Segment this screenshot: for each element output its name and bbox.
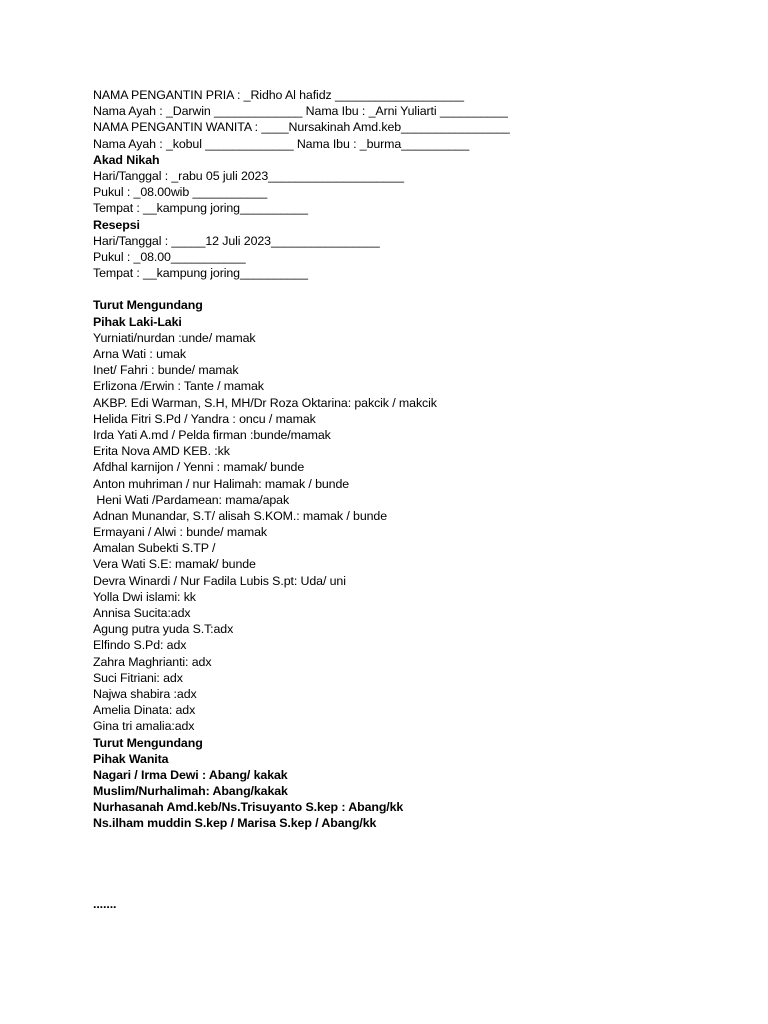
trailing-ellipsis: ....... [93, 897, 117, 912]
invite-groom-heading: Turut Mengundang [93, 298, 203, 313]
list-item: Vera Wati S.E: mamak/ bunde [93, 557, 256, 572]
akad-date-line: Hari/Tanggal : _rabu 05 juli 2023____________________ [93, 168, 404, 183]
list-item: Adnan Munandar, S.T/ alisah S.KOM.: mamak / bunde [93, 508, 388, 523]
list-item: Nagari / Irma Dewi : Abang/ kakak [93, 767, 288, 782]
bride-name-line: NAMA PENGANTIN WANITA : ____Nursakinah Amd.keb________________ [93, 120, 510, 135]
invite-bride-subheading: Pihak Wanita [93, 751, 169, 766]
list-item: Ns.ilham muddin S.kep / Marisa S.kep / Abang/kk [93, 816, 377, 831]
resepsi-date-line: Hari/Tanggal : _____12 Juli 2023________________ [93, 233, 380, 248]
bride-parents-line: Nama Ayah : _kobul _____________ Nama Ibu : _burma__________ [93, 136, 470, 151]
list-item: Devra Winardi / Nur Fadila Lubis S.pt: Uda/ uni [93, 573, 346, 588]
resepsi-place-line: Tempat : __kampung joring__________ [93, 266, 308, 281]
list-item: Ermayani / Alwi : bunde/ mamak [93, 525, 267, 540]
akad-heading: Akad Nikah [93, 152, 160, 167]
list-item: Yolla Dwi islami: kk [93, 589, 196, 604]
list-item: Amelia Dinata: adx [93, 703, 196, 718]
list-item: Annisa Sucita:adx [93, 606, 191, 620]
list-item: Zahra Maghrianti: adx [93, 654, 212, 669]
invite-bride-list [93, 767, 733, 832]
akad-time-line: Pukul : _08.00wib ___________ [93, 185, 268, 200]
akad-place-line: Tempat : __kampung joring__________ [93, 201, 308, 216]
list-item: Muslim/Nurhalimah: Abang/kakak [93, 784, 288, 799]
list-item: Suci Fitriani: adx [93, 670, 183, 685]
list-item: Agung putra yuda S.T:adx [93, 622, 234, 637]
blank-line [93, 281, 733, 297]
groom-name-line: NAMA PENGANTIN PRIA : _Ridho Al hafidz ___________________ [93, 88, 464, 102]
list-item: Irda Yati A.md / Pelda firman :bunde/mamak [93, 427, 331, 442]
list-item: Najwa shabira :adx [93, 686, 197, 701]
list-item: Gina tri amalia:adx [93, 719, 195, 734]
resepsi-heading: Resepsi [93, 217, 140, 232]
list-item: Nurhasanah Amd.keb/Ns.Trisuyanto S.kep : Abang/kk [93, 800, 404, 815]
list-item: Yurniati/nurdan :unde/ mamak [93, 330, 256, 345]
groom-parents-line: Nama Ayah : _Darwin _____________ Nama Ibu : _Arni Yuliarti __________ [93, 104, 508, 119]
list-item: Elfindo S.Pd: adx [93, 638, 187, 653]
invite-groom-subheading: Pihak Laki-Laki [93, 314, 182, 329]
list-item: Arna Wati : umak [93, 347, 186, 361]
list-item: Heni Wati /Pardamean: mama/apak [93, 492, 290, 507]
invite-groom-list [93, 330, 733, 735]
list-item: Anton muhriman / nur Halimah: mamak / bunde [93, 476, 350, 491]
list-item: Erita Nova AMD KEB. :kk [93, 444, 230, 459]
list-item: Afdhal karnijon / Yenni : mamak/ bunde [93, 460, 305, 475]
list-item: Erlizona /Erwin : Tante / mamak [93, 379, 264, 394]
resepsi-time-line: Pukul : _08.00___________ [93, 249, 246, 264]
list-item: Inet/ Fahri : bunde/ mamak [93, 363, 239, 378]
list-item: AKBP. Edi Warman, S.H, MH/Dr Roza Oktarina: pakcik / makcik [93, 395, 437, 410]
document-page [93, 87, 733, 913]
list-item: Helida Fitri S.Pd / Yandra : oncu / mamak [93, 411, 316, 426]
list-item: Amalan Subekti S.TP / [93, 541, 216, 556]
spacer [93, 832, 733, 897]
invite-bride-heading: Turut Mengundang [93, 735, 203, 750]
